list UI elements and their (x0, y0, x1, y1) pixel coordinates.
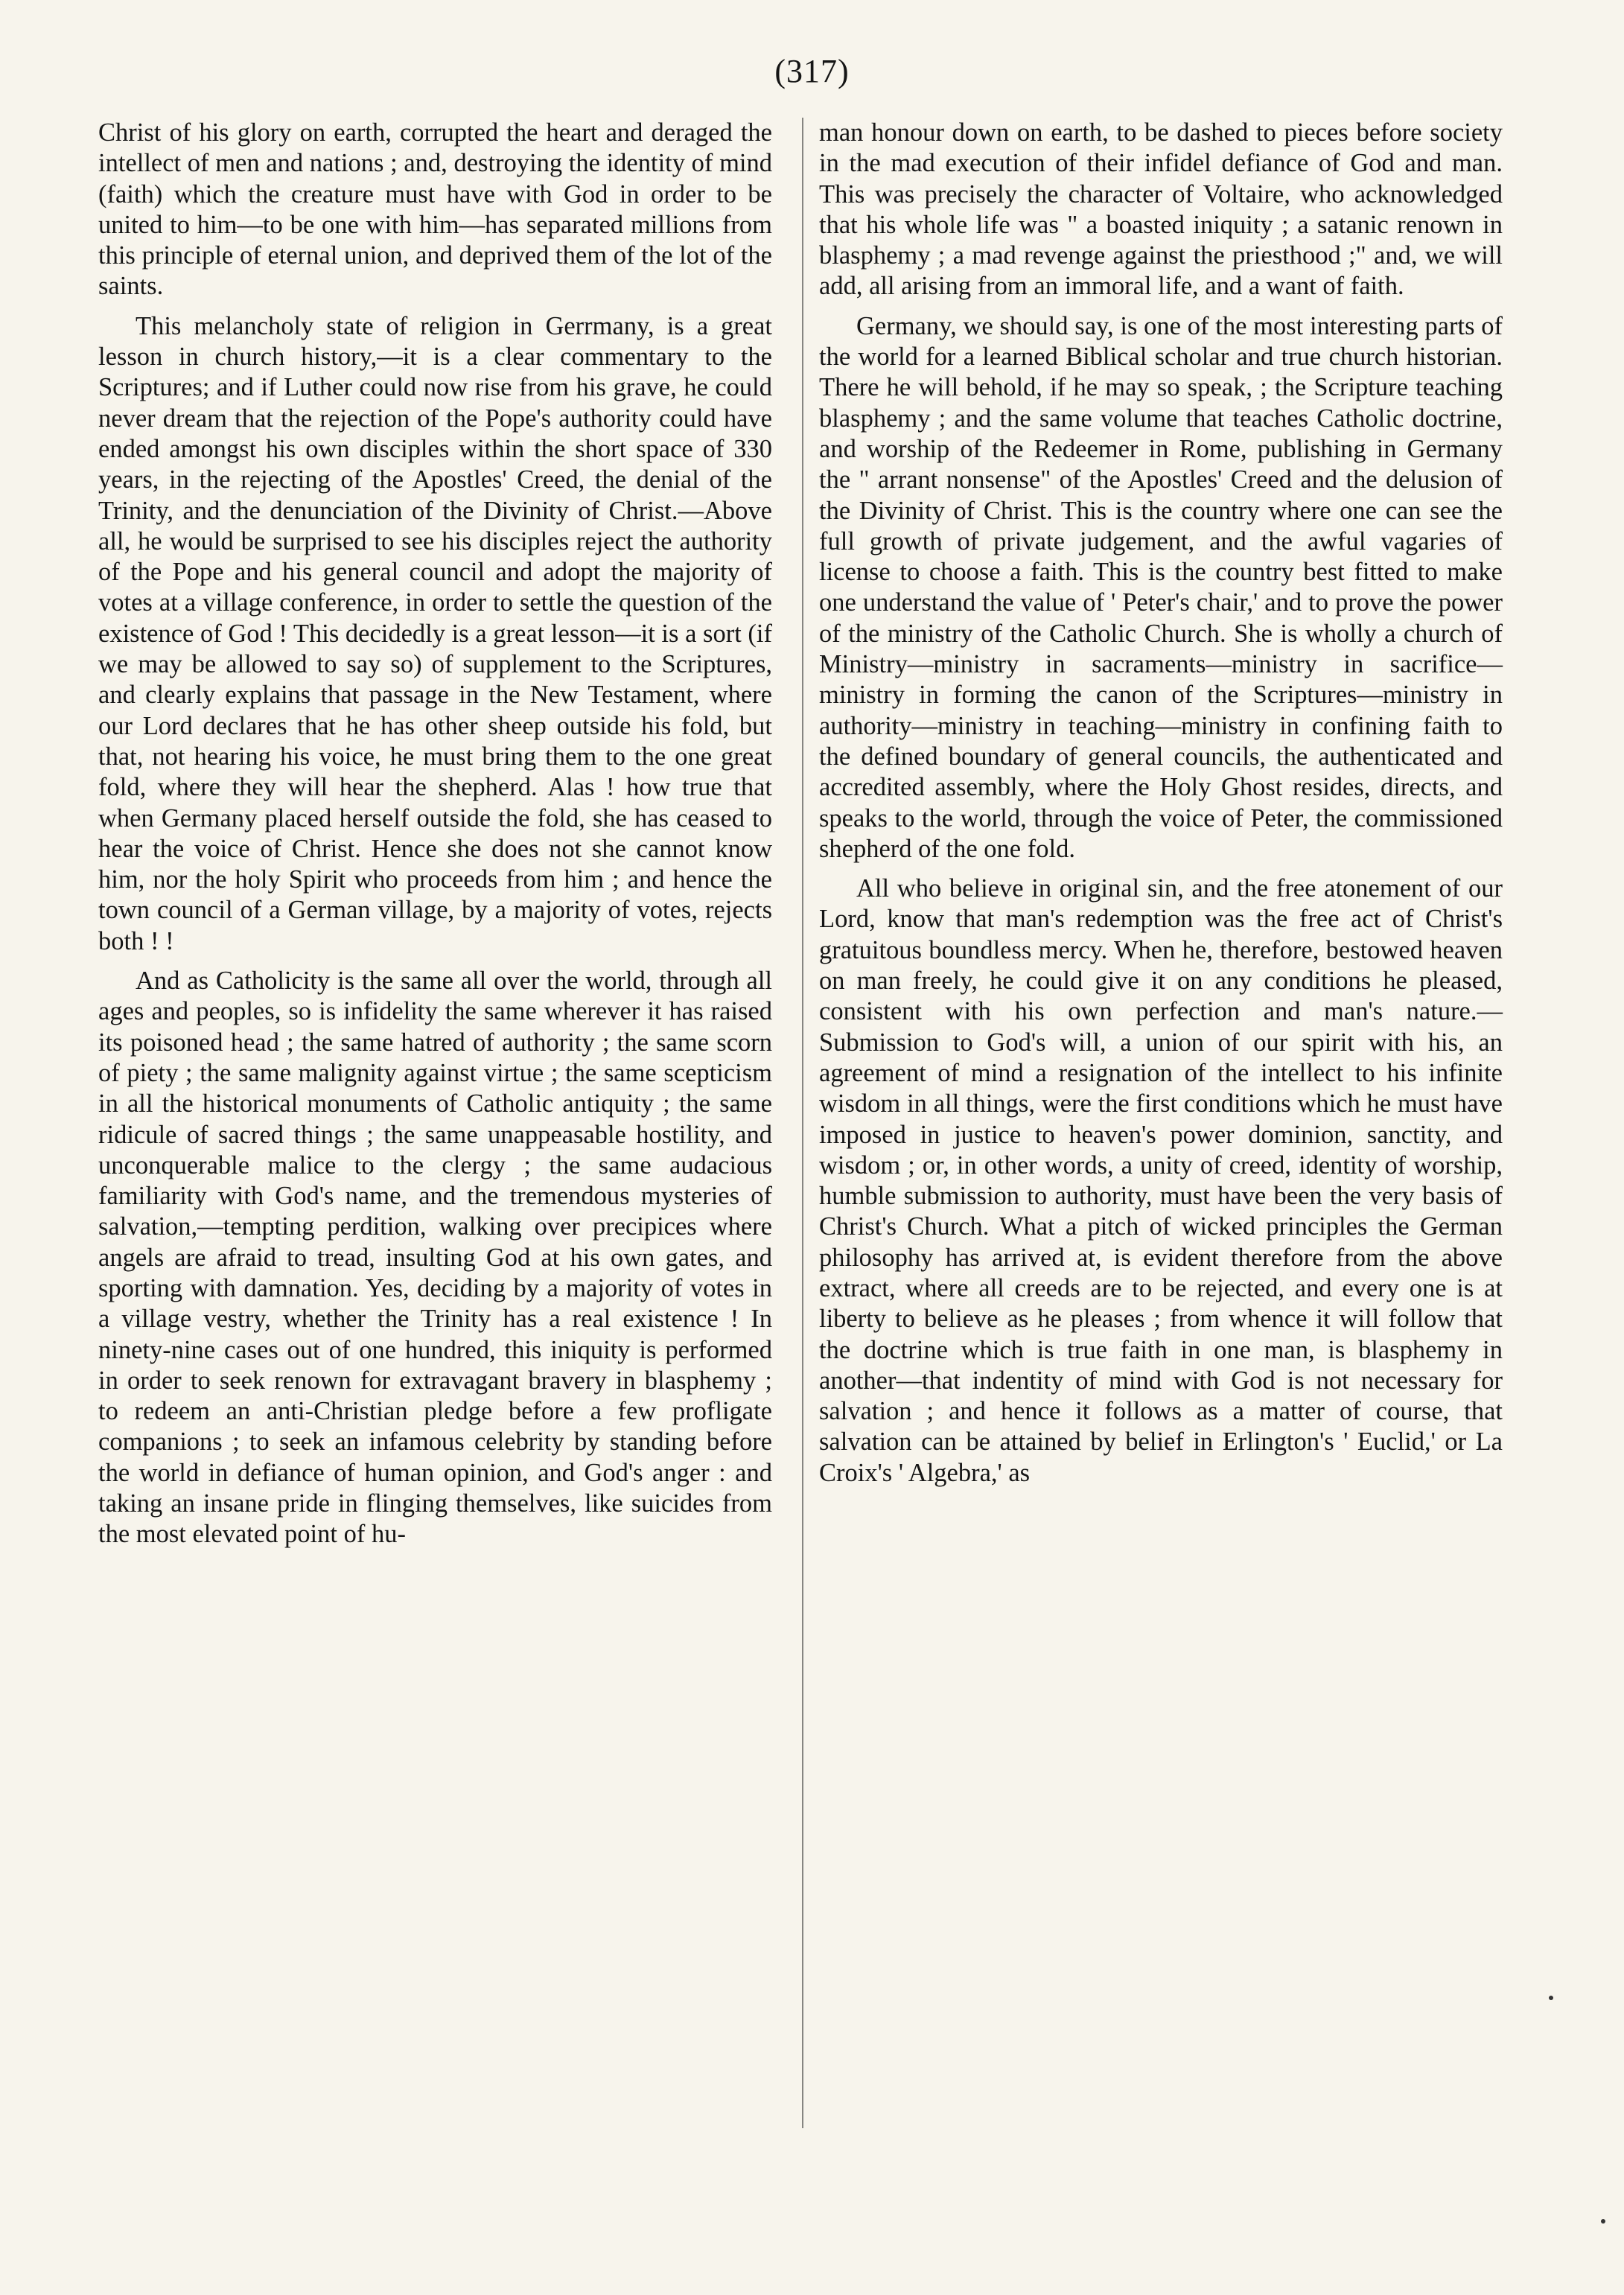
ink-speck (1549, 1996, 1553, 2000)
ink-speck (1601, 2219, 1605, 2224)
paragraph: man honour down on earth, to be dashed to pieces before society in the mad execution of their infidel defiance of God and man. This was precisely the character of Voltaire, who acknowledged that his whole life was " a boasted iniquity ; a satanic renown in blasphemy ; a mad revenge against the priesthood ;" and, we will add, all arising from an immoral life, and a want of faith. (819, 118, 1503, 301)
column-divider (802, 118, 803, 2128)
paragraph: Germany, we should say, is one of the most interesting parts of the world for a learned Biblical scholar and true church historian. There he will behold, if he may so speak, ; the Scripture teaching blasphemy ; and the same volume that teaches Catholic doctrine, and worship of the Redeemer in Rome, publishing in Germany the " arrant nonsense" of the Apostles' Creed and the delusion of the Divinity of Christ. This is the country where one can see the full growth of private judgement, and the awful vagaries of license to choose a faith. This is the country best fitted to make one understand the value of ' Peter's chair,' and to prove the power of the ministry of the Catholic Church. She is wholly a church of Ministry—ministry in sacraments—ministry in sacrifice—ministry in forming the canon of the Scriptures—ministry in authority—ministry in teaching—ministry in confining faith to the defined boundary of general councils, the authenticated and accredited assembly, where the Holy Ghost resides, directs, and speaks to the world, through the voice of Peter, the commissioned shepherd of the one fold. (819, 311, 1503, 863)
left-column (98, 118, 772, 1559)
page-number: (317) (774, 53, 850, 89)
paragraph: This melancholy state of religion in Gerrmany, is a great lesson in church history,—it is a clear commentary to the Scriptures; and if Luther could now rise from his grave, he could never dream that the rejection of the Pope's authority could have ended amongst his own disciples within the short space of 330 years, in the rejecting of the Apostles' Creed, the denial of the Trinity, and the denunciation of the Divinity of Christ.—Above all, he would be surprised to see his disciples reject the authority of the Pope and his general council and adopt the majority of votes at a village conference, in order to settle the question of the existence of God ! This decidedly is a great lesson—it is a sort (if we may be allowed to say so) of supplement to the Scriptures, and clearly explains that passage in the New Testament, where our Lord declares that he has other sheep outside his fold, but that, not hearing his voice, he must bring them to the one great fold, where they will hear the shepherd. Alas ! how true that when Germany placed herself outside the fold, she has ceased to hear the voice of Christ. Hence she does not she cannot know him, nor the holy Spirit who proceeds from him ; and hence the town council of a German village, by a majority of votes, rejects both ! ! (98, 311, 772, 955)
paragraph: And as Catholicity is the same all over the world, through all ages and peoples, so is infidelity the same wherever it has raised its poisoned head ; the same hatred of authority ; the same scorn of piety ; the same malignity against virtue ; the same scepticism in all the historical monuments of Catholic antiquity ; the same ridicule of sacred things ; the same unappeasable hostility, and unconquerable malice to the clergy ; the same audacious familiarity with God's name, and the tremendous mysteries of salvation,—tempting perdition, walking over precipices where angels are afraid to tread, insulting God at his own gates, and sporting with damnation. Yes, deciding by a majority of votes in a village vestry, whether the Trinity has a real existence ! In ninety-nine cases out of one hundred, this iniquity is performed in order to seek renown for extravagant bravery in blasphemy ; to redeem an anti-Christian pledge before a few profligate companions ; to seek an infamous celebrity by standing before the world in defiance of human opinion, and God's anger : and taking an insane pride in flinging themselves, like suicides from the most elevated point of hu- (98, 967, 772, 1549)
right-column (819, 118, 1503, 1497)
paragraph: Christ of his glory on earth, corrupted the heart and deraged the intellect of men and nations ; and, destroying the identity of mind (faith) which the creature must have with God in order to be united to him—to be one with him—has separated millions from this principle of eternal union, and deprived them of the lot of the saints. (98, 118, 772, 301)
paragraph: All who believe in original sin, and the free atonement of our Lord, know that man's redemption was the free act of Christ's gratuitous boundless mercy. When he, therefore, bestowed heaven on man freely, he could give it on any conditions he pleased, consistent with his own perfection and man's nature.—Submission to God's will, a union of our spirit with his, an agreement of mind a resignation of the intellect to his infinite wisdom in all things, were the first conditions which he must have imposed in justice to heaven's power dominion, sanctity, and wisdom ; or, in other words, a unity of creed, identity of worship, humble submission to authority, must have been the very basis of Christ's Church. What a pitch of wicked principles the German philosophy has arrived at, is evident therefore from the above extract, where all creeds are to be rejected, and every one is at liberty to believe as he pleases ; from whence it will follow that the doctrine which is true faith in one man, is blasphemy in another—that indentity of mind with God is not necessary for salvation ; and hence it follows as a matter of course, that salvation can be attained by belief in Erlington's ' Euclid,' or La Croix's ' Algebra,' as (819, 874, 1503, 1487)
